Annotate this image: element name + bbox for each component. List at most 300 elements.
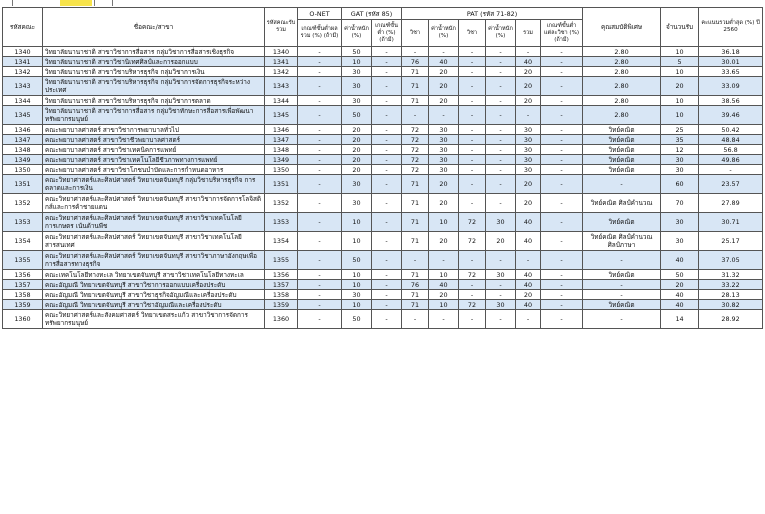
row-score-cell: -: [459, 106, 486, 125]
row-min-score: 33.22: [699, 280, 763, 290]
row-min-score: 33.65: [699, 67, 763, 77]
row-min-score: 38.56: [699, 96, 763, 106]
table-row: [3, 125, 763, 135]
row-score-cell: -: [516, 310, 541, 329]
top-strip: [0, 0, 765, 7]
header-group-code: รหัสคณะรับรวม: [265, 8, 298, 47]
row-score-cell: -: [298, 77, 342, 96]
row-min-score: 50.42: [699, 125, 763, 135]
row-seats: 25: [661, 125, 699, 135]
row-seats: 20: [661, 280, 699, 290]
row-score-cell: -: [372, 232, 402, 251]
row-requirement: วิทย์คณิต: [583, 125, 661, 135]
row-group-code: 1354: [265, 232, 298, 251]
row-score-cell: -: [486, 135, 516, 145]
row-score-cell: 50: [342, 106, 372, 125]
row-name: วิทยาลัยนานาชาติ สาขาวิชาการสื่อสาร กลุ่มวิชาทักษะการสื่อสารเพื่อพัฒนาทรัพยากรมนุษย์: [43, 106, 265, 125]
row-score-cell: 30: [429, 125, 459, 135]
row-score-cell: 20: [516, 96, 541, 106]
row-score-cell: -: [298, 67, 342, 77]
row-group-code: 1345: [265, 106, 298, 125]
row-score-cell: 10: [429, 300, 459, 310]
row-score-cell: 30: [342, 67, 372, 77]
row-requirement: 2.80: [583, 57, 661, 67]
row-score-cell: -: [298, 57, 342, 67]
row-score-cell: -: [541, 77, 583, 96]
row-group-code: 1346: [265, 125, 298, 135]
row-score-cell: -: [516, 106, 541, 125]
row-score-cell: -: [541, 57, 583, 67]
row-requirement: 2.80: [583, 67, 661, 77]
row-score-cell: -: [541, 67, 583, 77]
row-score-cell: 20: [429, 175, 459, 194]
row-seats: 10: [661, 96, 699, 106]
row-score-cell: -: [486, 145, 516, 155]
row-score-cell: -: [541, 280, 583, 290]
row-score-cell: -: [459, 290, 486, 300]
row-group-code: 1342: [265, 67, 298, 77]
row-group-code: 1357: [265, 280, 298, 290]
row-score-cell: -: [459, 155, 486, 165]
row-score-cell: 40: [516, 300, 541, 310]
table-body: [3, 47, 763, 329]
row-score-cell: -: [459, 251, 486, 270]
header-gat: GAT (รหัส 85): [342, 8, 402, 20]
row-min-score: 30.82: [699, 300, 763, 310]
row-min-score: 31.32: [699, 270, 763, 280]
row-group-code: 1347: [265, 135, 298, 145]
row-score-cell: -: [298, 106, 342, 125]
table-row: [3, 47, 763, 57]
subheader-cell: วิชา: [402, 20, 429, 47]
row-score-cell: 30: [516, 165, 541, 175]
row-score-cell: -: [486, 77, 516, 96]
row-score-cell: -: [429, 310, 459, 329]
row-score-cell: -: [372, 280, 402, 290]
row-min-score: 23.57: [699, 175, 763, 194]
admission-table: [2, 7, 763, 329]
row-score-cell: -: [298, 194, 342, 213]
row-score-cell: 20: [516, 194, 541, 213]
row-score-cell: 30: [486, 213, 516, 232]
row-seats: 50: [661, 270, 699, 280]
table-row: [3, 213, 763, 232]
row-name: คณะวิทยาศาสตร์และศิลปศาสตร์ วิทยาเขตจันทบุรี สาขาวิชาเทคโนโลยีการเกษตร เน้นด้านพืช: [43, 213, 265, 232]
row-name: คณะวิทยาศาสตร์และศิลปศาสตร์ วิทยาเขตจันทบุรี สาขาวิชาเทคโนโลยีสารสนเทศ: [43, 232, 265, 251]
row-requirement: -: [583, 251, 661, 270]
subheader-cell: รวม: [516, 20, 541, 47]
row-code: 1360: [3, 310, 43, 329]
row-code: 1359: [3, 300, 43, 310]
row-score-cell: 40: [516, 57, 541, 67]
highlight-mark: [60, 0, 92, 6]
row-requirement: 2.80: [583, 106, 661, 125]
row-score-cell: -: [459, 47, 486, 57]
row-score-cell: 30: [516, 155, 541, 165]
row-score-cell: 10: [342, 270, 372, 280]
row-score-cell: -: [298, 280, 342, 290]
row-score-cell: 71: [402, 96, 429, 106]
table-row: [3, 135, 763, 145]
row-requirement: วิทย์คณิต: [583, 300, 661, 310]
row-score-cell: -: [372, 290, 402, 300]
row-name: วิทยาลัยนานาชาติ สาขาวิชาบริหารธุรกิจ กลุ่มวิชาการเงิน: [43, 67, 265, 77]
row-score-cell: -: [459, 135, 486, 145]
row-requirement: 2.80: [583, 96, 661, 106]
row-seats: 5: [661, 57, 699, 67]
row-group-code: 1353: [265, 213, 298, 232]
row-seats: 10: [661, 67, 699, 77]
header-onet: O-NET: [298, 8, 342, 20]
row-score-cell: -: [298, 175, 342, 194]
row-score-cell: -: [459, 125, 486, 135]
row-code: 1344: [3, 96, 43, 106]
header-pat: PAT (รหัส 71-82): [402, 8, 583, 20]
row-seats: 40: [661, 290, 699, 300]
row-requirement: -: [583, 280, 661, 290]
row-score-cell: 30: [516, 145, 541, 155]
row-score-cell: 30: [429, 145, 459, 155]
row-seats: 70: [661, 194, 699, 213]
header-row: [3, 8, 763, 20]
row-code: 1352: [3, 194, 43, 213]
row-requirement: วิทย์คณิต ศิลป์คำนวณ ศิลป์ภาษา: [583, 232, 661, 251]
row-score-cell: 20: [429, 194, 459, 213]
row-name: คณะวิทยาศาสตร์และศิลปศาสตร์ วิทยาเขตจันทบุรี สาขาวิชาการจัดการโลจิสติกส์และการค้าชายแดน: [43, 194, 265, 213]
row-score-cell: -: [486, 57, 516, 67]
row-name: คณะอัญมณี วิทยาเขตจันทบุรี สาขาวิชาการออกแบบเครื่องประดับ: [43, 280, 265, 290]
row-score-cell: -: [459, 57, 486, 67]
row-code: 1342: [3, 67, 43, 77]
row-score-cell: 30: [342, 194, 372, 213]
row-score-cell: 10: [342, 57, 372, 67]
row-score-cell: -: [459, 77, 486, 96]
row-score-cell: 20: [516, 67, 541, 77]
row-score-cell: -: [486, 175, 516, 194]
row-score-cell: -: [486, 47, 516, 57]
row-code: 1341: [3, 57, 43, 67]
row-score-cell: -: [459, 175, 486, 194]
row-min-score: 28.13: [699, 290, 763, 300]
row-seats: 40: [661, 251, 699, 270]
table-row: [3, 270, 763, 280]
row-score-cell: -: [541, 194, 583, 213]
subheader-cell: วิชา: [459, 20, 486, 47]
row-score-cell: -: [402, 310, 429, 329]
row-name: คณะวิทยาศาสตร์และศิลปศาสตร์ วิทยาเขตจันทบุรี กลุ่มวิชาบริหารธุรกิจ การตลาดและการเงิน: [43, 175, 265, 194]
row-score-cell: -: [459, 165, 486, 175]
row-score-cell: 71: [402, 232, 429, 251]
row-score-cell: 76: [402, 280, 429, 290]
row-min-score: 37.05: [699, 251, 763, 270]
row-score-cell: 50: [342, 251, 372, 270]
row-name: คณะพยาบาลศาสตร์ สาขาวิชาโภชนบำบัดและการกำหนดอาหาร: [43, 165, 265, 175]
row-name: คณะเทคโนโลยีทางทะเล วิทยาเขตจันทบุรี สาขาวิชาเทคโนโลยีทางทะเล: [43, 270, 265, 280]
row-score-cell: -: [372, 165, 402, 175]
row-score-cell: -: [516, 47, 541, 57]
row-score-cell: -: [372, 77, 402, 96]
row-score-cell: -: [541, 47, 583, 57]
row-score-cell: 30: [516, 135, 541, 145]
table-row: [3, 145, 763, 155]
row-requirement: -: [583, 175, 661, 194]
row-score-cell: 20: [429, 290, 459, 300]
row-min-score: 27.89: [699, 194, 763, 213]
row-score-cell: -: [486, 96, 516, 106]
row-requirement: วิทย์คณิต ศิลป์คำนวณ: [583, 194, 661, 213]
row-score-cell: 71: [402, 213, 429, 232]
row-score-cell: -: [372, 300, 402, 310]
row-min-score: 25.17: [699, 232, 763, 251]
subheader-cell: ค่าน้ำหนัก (%): [342, 20, 372, 47]
row-name: คณะพยาบาลศาสตร์ สาขาวิชาชีวพยาบาลศาสตร์: [43, 135, 265, 145]
row-score-cell: 71: [402, 300, 429, 310]
row-score-cell: 40: [429, 57, 459, 67]
row-score-cell: -: [298, 47, 342, 57]
row-score-cell: -: [298, 251, 342, 270]
row-score-cell: 72: [402, 135, 429, 145]
row-score-cell: 30: [516, 125, 541, 135]
row-group-code: 1355: [265, 251, 298, 270]
row-min-score: 30.71: [699, 213, 763, 232]
row-code: 1343: [3, 77, 43, 96]
row-score-cell: -: [541, 290, 583, 300]
header-seats: จำนวนรับ: [661, 8, 699, 47]
row-name: คณะอัญมณี วิทยาเขตจันทบุรี สาขาวิชาอัญมณีและเครื่องประดับ: [43, 300, 265, 310]
table-row: [3, 194, 763, 213]
subheader-cell: ค่าน้ำหนัก (%): [486, 20, 516, 47]
table-row: [3, 310, 763, 329]
row-seats: 30: [661, 165, 699, 175]
row-score-cell: -: [402, 106, 429, 125]
row-score-cell: -: [541, 125, 583, 135]
row-score-cell: -: [429, 251, 459, 270]
row-group-code: 1352: [265, 194, 298, 213]
row-score-cell: 40: [516, 213, 541, 232]
row-score-cell: -: [372, 57, 402, 67]
row-min-score: 30.01: [699, 57, 763, 67]
row-score-cell: -: [402, 47, 429, 57]
row-score-cell: 71: [402, 290, 429, 300]
row-score-cell: -: [459, 310, 486, 329]
row-score-cell: -: [298, 125, 342, 135]
row-score-cell: -: [486, 310, 516, 329]
row-score-cell: -: [372, 213, 402, 232]
row-score-cell: -: [486, 155, 516, 165]
row-score-cell: -: [541, 165, 583, 175]
row-score-cell: 10: [342, 232, 372, 251]
row-name: คณะวิทยาศาสตร์และศิลปศาสตร์ วิทยาเขตจันทบุรี สาขาวิชาภาษาอังกฤษเพื่อการสื่อสารทางธุรกิจ: [43, 251, 265, 270]
row-score-cell: -: [298, 135, 342, 145]
row-score-cell: 72: [402, 155, 429, 165]
row-score-cell: -: [486, 280, 516, 290]
row-score-cell: -: [298, 145, 342, 155]
row-code: 1358: [3, 290, 43, 300]
row-seats: 30: [661, 213, 699, 232]
row-score-cell: 20: [429, 96, 459, 106]
row-requirement: วิทย์คณิต: [583, 145, 661, 155]
row-requirement: -: [583, 310, 661, 329]
row-score-cell: 76: [402, 57, 429, 67]
table-row: [3, 232, 763, 251]
row-requirement: 2.80: [583, 77, 661, 96]
row-code: 1356: [3, 270, 43, 280]
row-score-cell: -: [298, 165, 342, 175]
table-row: [3, 155, 763, 165]
row-score-cell: 72: [459, 232, 486, 251]
row-seats: 40: [661, 300, 699, 310]
tick-mark: [94, 0, 95, 6]
row-group-code: 1359: [265, 300, 298, 310]
row-code: 1353: [3, 213, 43, 232]
row-score-cell: 20: [342, 165, 372, 175]
row-code: 1345: [3, 106, 43, 125]
row-code: 1357: [3, 280, 43, 290]
row-score-cell: 72: [459, 213, 486, 232]
row-min-score: -: [699, 165, 763, 175]
subheader-cell: เกณฑ์ขั้นต่ำแต่ละวิชา (%) (ถ้ามี): [541, 20, 583, 47]
row-score-cell: -: [486, 125, 516, 135]
row-seats: 10: [661, 47, 699, 57]
row-score-cell: -: [541, 270, 583, 280]
row-score-cell: -: [372, 155, 402, 165]
row-score-cell: -: [486, 165, 516, 175]
row-name: วิทยาลัยนานาชาติ สาขาวิชาการสื่อสาร กลุ่มวิชาการสื่อสารเชิงธุรกิจ: [43, 47, 265, 57]
row-score-cell: -: [486, 251, 516, 270]
row-score-cell: -: [486, 194, 516, 213]
row-score-cell: 40: [516, 280, 541, 290]
row-group-code: 1350: [265, 165, 298, 175]
row-min-score: 28.92: [699, 310, 763, 329]
row-score-cell: 20: [429, 232, 459, 251]
row-seats: 30: [661, 155, 699, 165]
row-score-cell: -: [372, 96, 402, 106]
row-seats: 10: [661, 106, 699, 125]
row-score-cell: -: [459, 194, 486, 213]
row-score-cell: 72: [459, 270, 486, 280]
row-code: 1351: [3, 175, 43, 194]
row-requirement: 2.80: [583, 47, 661, 57]
row-group-code: 1360: [265, 310, 298, 329]
row-score-cell: -: [372, 175, 402, 194]
table-row: [3, 57, 763, 67]
row-score-cell: 30: [342, 175, 372, 194]
row-score-cell: -: [541, 251, 583, 270]
row-score-cell: -: [402, 251, 429, 270]
row-score-cell: -: [298, 290, 342, 300]
row-seats: 35: [661, 135, 699, 145]
table-row: [3, 96, 763, 106]
row-score-cell: -: [372, 67, 402, 77]
row-score-cell: 40: [516, 232, 541, 251]
row-score-cell: -: [372, 251, 402, 270]
row-score-cell: -: [541, 155, 583, 165]
row-min-score: 49.86: [699, 155, 763, 165]
row-score-cell: -: [298, 96, 342, 106]
row-requirement: วิทย์คณิต: [583, 270, 661, 280]
row-score-cell: 30: [342, 96, 372, 106]
row-score-cell: 10: [342, 280, 372, 290]
row-score-cell: 20: [516, 290, 541, 300]
row-min-score: 56.8: [699, 145, 763, 155]
row-score-cell: 10: [429, 270, 459, 280]
row-code: 1340: [3, 47, 43, 57]
row-score-cell: 20: [342, 155, 372, 165]
row-group-code: 1340: [265, 47, 298, 57]
row-score-cell: -: [372, 106, 402, 125]
row-score-cell: 71: [402, 270, 429, 280]
row-name: วิทยาลัยนานาชาติ สาขาวิชาบริหารธุรกิจ กลุ่มวิชาการจัดการธุรกิจระหว่างประเทศ: [43, 77, 265, 96]
row-score-cell: 10: [342, 300, 372, 310]
row-name: คณะพยาบาลศาสตร์ สาขาวิชาการพยาบาลทั่วไป: [43, 125, 265, 135]
row-score-cell: -: [372, 270, 402, 280]
header-requirement: คุณสมบัติพิเศษ: [583, 8, 661, 47]
row-score-cell: -: [459, 96, 486, 106]
row-score-cell: -: [298, 300, 342, 310]
row-min-score: 33.09: [699, 77, 763, 96]
row-score-cell: 72: [459, 300, 486, 310]
row-group-code: 1344: [265, 96, 298, 106]
row-score-cell: 20: [342, 125, 372, 135]
row-score-cell: 40: [516, 270, 541, 280]
row-code: 1355: [3, 251, 43, 270]
row-score-cell: -: [516, 251, 541, 270]
row-name: คณะอัญมณี วิทยาเขตจันทบุรี สาขาวิชาธุรกิจอัญมณีและเครื่องประดับ: [43, 290, 265, 300]
row-name: วิทยาลัยนานาชาติ สาขาวิชานิเทศศิลป์และการออกแบบ: [43, 57, 265, 67]
subheader-cell: ค่าน้ำหนัก (%): [429, 20, 459, 47]
row-name: คณะพยาบาลศาสตร์ สาขาวิชาเทคนิคการแพทย์: [43, 145, 265, 155]
row-code: 1349: [3, 155, 43, 165]
row-min-score: 48.84: [699, 135, 763, 145]
header-min-score: คะแนนรวมต่ำสุด (%) ปี 2560: [699, 8, 763, 47]
row-score-cell: 72: [402, 145, 429, 155]
row-score-cell: 10: [342, 213, 372, 232]
row-score-cell: 50: [342, 310, 372, 329]
row-score-cell: 30: [429, 165, 459, 175]
row-score-cell: 20: [429, 67, 459, 77]
tick-mark: [12, 0, 13, 6]
row-score-cell: -: [372, 145, 402, 155]
row-score-cell: 10: [429, 213, 459, 232]
table-row: [3, 300, 763, 310]
row-score-cell: 72: [402, 125, 429, 135]
row-score-cell: -: [298, 232, 342, 251]
row-score-cell: -: [541, 310, 583, 329]
row-requirement: วิทย์คณิต: [583, 155, 661, 165]
row-score-cell: 71: [402, 194, 429, 213]
row-score-cell: 30: [429, 135, 459, 145]
row-score-cell: -: [486, 290, 516, 300]
row-score-cell: 30: [486, 300, 516, 310]
header-name: ชื่อคณะ/สาขา: [43, 8, 265, 47]
row-score-cell: 20: [342, 135, 372, 145]
row-name: คณะวิทยาศาสตร์และสังคมศาสตร์ วิทยาเขตสระแก้ว สาขาวิชาการจัดการทรัพยากรมนุษย์: [43, 310, 265, 329]
row-code: 1348: [3, 145, 43, 155]
row-score-cell: -: [372, 47, 402, 57]
subheader-cell: เกณฑ์ขั้นต่ำ (%) (ถ้ามี): [372, 20, 402, 47]
row-score-cell: -: [541, 106, 583, 125]
row-score-cell: 40: [429, 280, 459, 290]
row-score-cell: 71: [402, 67, 429, 77]
row-score-cell: -: [541, 232, 583, 251]
row-requirement: -: [583, 290, 661, 300]
row-name: วิทยาลัยนานาชาติ สาขาวิชาบริหารธุรกิจ กลุ่มวิชาการตลาด: [43, 96, 265, 106]
row-score-cell: -: [459, 280, 486, 290]
row-score-cell: -: [372, 194, 402, 213]
row-score-cell: 20: [486, 232, 516, 251]
row-score-cell: -: [429, 106, 459, 125]
row-code: 1347: [3, 135, 43, 145]
